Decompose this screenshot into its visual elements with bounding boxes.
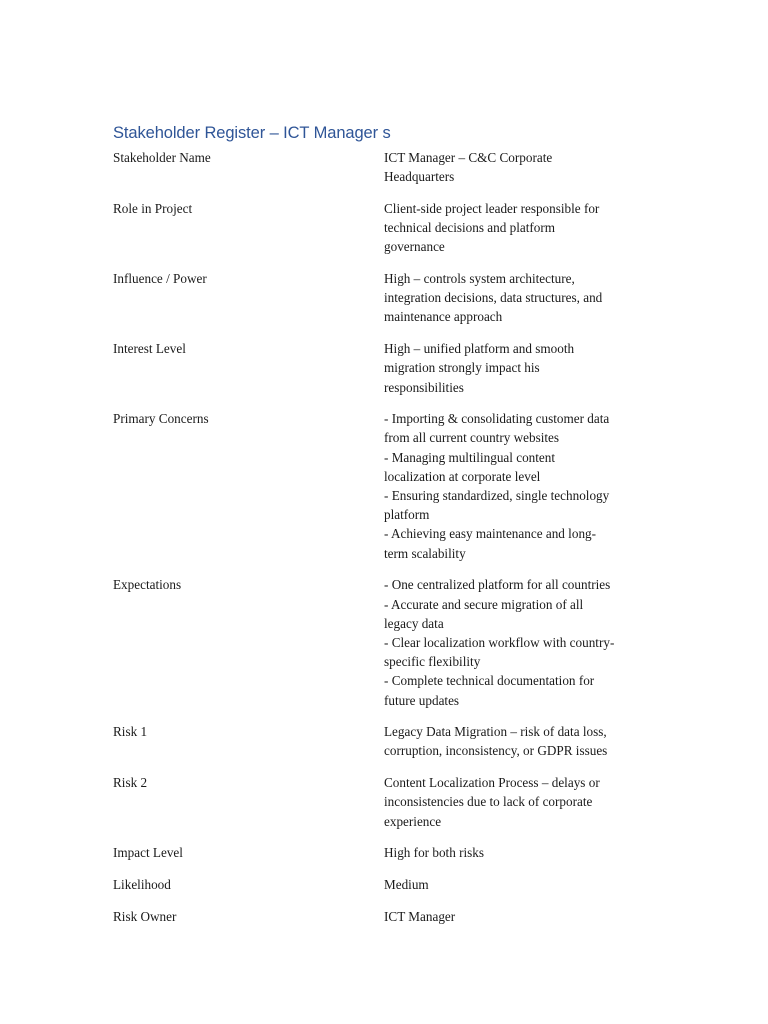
- field-value-line: technical decisions and platform: [384, 220, 556, 236]
- field-value-line: High for both risks: [384, 845, 485, 861]
- field-value-line: - Clear localization workflow with country-: [384, 634, 615, 650]
- field-value-line: maintenance approach: [384, 309, 503, 325]
- field-label: Role in Project: [113, 200, 193, 216]
- field-label: Likelihood: [113, 877, 171, 892]
- field-value-line: ICT Manager: [384, 908, 456, 924]
- field-value: [384, 199, 644, 257]
- document-title: Stakeholder Register – ICT Manager s: [113, 124, 391, 142]
- field-label: Stakeholder Name: [113, 150, 211, 165]
- field-value-line: migration strongly impact his: [384, 360, 540, 376]
- field-value-line: Headquarters: [384, 169, 455, 185]
- field-value-line: High – unified platform and smooth: [384, 341, 575, 357]
- field-value-line: responsibilities: [384, 379, 464, 395]
- field-value-line: governance: [384, 239, 445, 255]
- field-value-line: ICT Manager – C&C Corporate: [384, 150, 553, 165]
- field-value-line: localization at corporate level: [384, 468, 541, 484]
- field-value-line: Legacy Data Migration – risk of data loss,: [384, 724, 607, 740]
- field-value-line: from all current country websites: [384, 430, 560, 446]
- field-value: [384, 339, 644, 397]
- register-row: [113, 269, 653, 327]
- field-value-line: Medium: [384, 877, 429, 892]
- field-value-line: - One centralized platform for all countries: [384, 577, 611, 593]
- field-value: [384, 575, 644, 709]
- register-row: [113, 409, 653, 563]
- field-value-line: Content Localization Process – delays or: [384, 775, 600, 791]
- field-value: [384, 409, 644, 563]
- field-value-line: inconsistencies due to lack of corporate: [384, 794, 593, 810]
- field-label: Influence / Power: [113, 271, 207, 287]
- field-value: [384, 773, 644, 831]
- register-row: [113, 199, 653, 257]
- field-value-line: legacy data: [384, 615, 444, 631]
- field-value-line: High – controls system architecture,: [384, 271, 575, 287]
- field-value-line: platform: [384, 507, 430, 523]
- field-value-line: - Ensuring standardized, single technology: [384, 488, 610, 504]
- register-row: [113, 339, 653, 397]
- field-value-line: corruption, inconsistency, or GDPR issues: [384, 743, 608, 759]
- register-row: [113, 843, 653, 862]
- field-value-line: - Accurate and secure migration of all: [384, 596, 584, 612]
- register-row: [113, 907, 653, 926]
- field-value-line: term scalability: [384, 545, 466, 561]
- field-label: Primary Concerns: [113, 411, 209, 427]
- field-value-line: integration decisions, data structures, and: [384, 290, 603, 306]
- field-value: [384, 843, 644, 862]
- field-value-line: future updates: [384, 692, 460, 708]
- field-value-line: - Complete technical documentation for: [384, 673, 595, 689]
- register-row: [113, 773, 653, 831]
- field-value-line: specific flexibility: [384, 654, 481, 670]
- field-label: Risk Owner: [113, 908, 177, 924]
- register-row: [113, 875, 653, 894]
- field-label: Risk 1: [113, 724, 148, 740]
- field-value-line: - Managing multilingual content: [384, 449, 556, 465]
- field-value-line: - Importing & consolidating customer data: [384, 411, 610, 427]
- register-row: [113, 722, 653, 760]
- field-value-line: Client-side project leader responsible for: [384, 200, 600, 216]
- field-label: Interest Level: [113, 341, 186, 357]
- field-value: [384, 148, 644, 186]
- field-value: [384, 269, 644, 327]
- field-label: Risk 2: [113, 775, 148, 791]
- register-row: [113, 148, 653, 186]
- field-value: [384, 907, 644, 926]
- field-value-line: - Achieving easy maintenance and long-: [384, 526, 597, 542]
- field-value: [384, 875, 644, 894]
- register-row: [113, 575, 653, 709]
- field-value-line: experience: [384, 813, 442, 829]
- stakeholder-register-table: [113, 148, 653, 938]
- field-value: [384, 722, 644, 760]
- field-label: Expectations: [113, 577, 182, 593]
- field-label: Impact Level: [113, 845, 183, 861]
